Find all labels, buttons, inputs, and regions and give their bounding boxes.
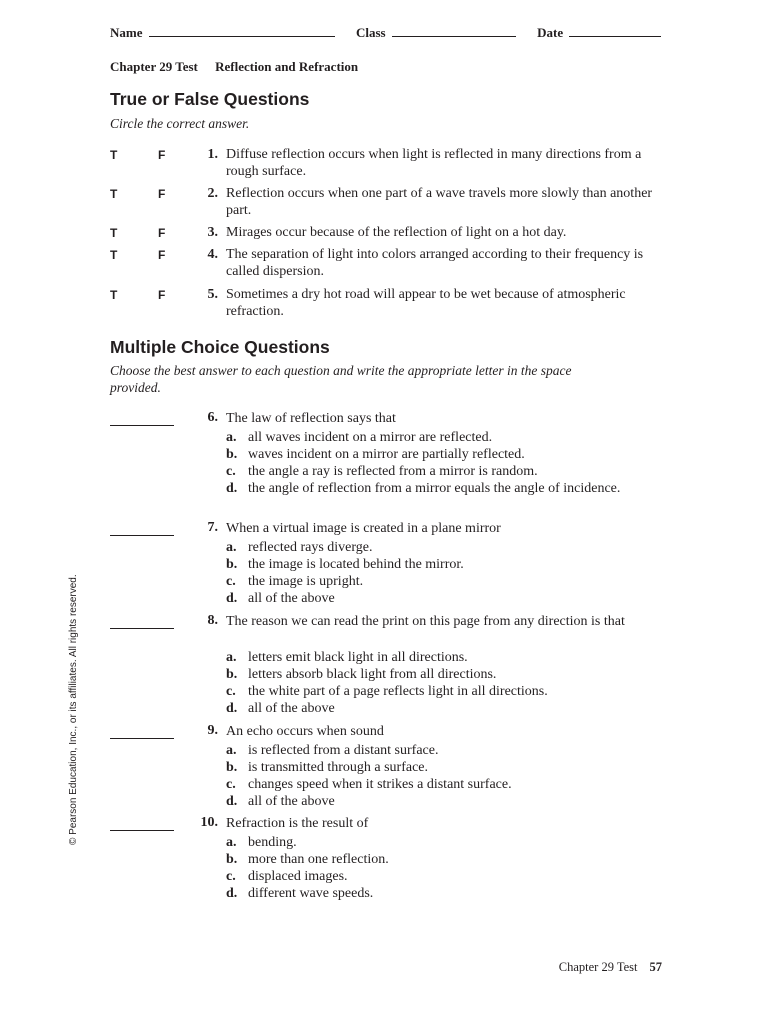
question-text: Diffuse reflection occurs when light is reflected in many directions from a rough surface.	[226, 147, 642, 179]
question-text: The reason we can read the print on this page from any direction is that	[226, 614, 625, 629]
option-letter: a.	[226, 650, 237, 665]
option-letter: b.	[226, 447, 238, 462]
option-letter: c.	[226, 777, 236, 792]
question-number: 3.	[207, 225, 218, 240]
question-text: The separation of light into colors arranged according to their frequency is called dispersion.	[226, 247, 644, 279]
copyright-notice: © Pearson Education, Inc., or its affiliates. All rights reserved.	[68, 574, 79, 845]
option-text: all of the above	[248, 794, 335, 809]
false-choice[interactable]: F	[158, 226, 166, 240]
option-text: the angle of reflection from a mirror equals the angle of incidence.	[248, 481, 621, 496]
option-letter: c.	[226, 684, 236, 699]
question-number: 2.	[207, 186, 218, 201]
page-number: 57	[649, 960, 662, 974]
name-field[interactable]	[149, 25, 335, 37]
question-number: 4.	[207, 247, 218, 262]
option-letter: d.	[226, 591, 238, 606]
option-letter: a.	[226, 540, 237, 555]
answer-blank[interactable]	[110, 411, 174, 426]
option-text: changes speed when it strikes a distant surface.	[248, 777, 512, 792]
option-text: the white part of a page reflects light in all directions.	[248, 684, 548, 699]
question-text: Reflection occurs when one part of a wave travels more slowly than another part.	[226, 186, 653, 218]
option-letter: c.	[226, 464, 236, 479]
class-label: Class	[356, 25, 386, 40]
question-text: Refraction is the result of	[226, 816, 369, 831]
question-number: 1.	[207, 147, 218, 162]
class-field[interactable]	[392, 25, 516, 37]
question-text: Mirages occur because of the reflection of light on a hot day.	[226, 225, 567, 240]
question-number: 8.	[207, 613, 218, 628]
chapter-heading	[110, 59, 358, 75]
answer-blank[interactable]	[110, 816, 174, 831]
false-choice[interactable]: F	[158, 148, 166, 162]
option-letter: d.	[226, 481, 238, 496]
option-text: all waves incident on a mirror are reflected.	[248, 430, 493, 445]
option-letter: a.	[226, 430, 237, 445]
true-false-instructions: Circle the correct answer.	[110, 116, 250, 131]
option-letter: b.	[226, 852, 238, 867]
option-text: is reflected from a distant surface.	[248, 743, 439, 758]
question-text: The law of reflection says that	[226, 411, 396, 426]
option-letter: a.	[226, 743, 237, 758]
answer-blank[interactable]	[110, 614, 174, 629]
option-text: more than one reflection.	[248, 852, 389, 867]
chapter-label: Chapter 29 Test	[110, 59, 198, 74]
option-letter: c.	[226, 869, 236, 884]
option-text: all of the above	[248, 591, 335, 606]
option-text: different wave speeds.	[248, 886, 374, 901]
option-text: letters absorb black light from all directions.	[248, 667, 497, 682]
multiple-choice-instructions: Choose the best answer to each question and write the appropriate letter in the space provided.	[110, 363, 572, 395]
option-text: reflected rays diverge.	[248, 540, 373, 555]
option-text: is transmitted through a surface.	[248, 760, 429, 775]
option-letter: a.	[226, 835, 237, 850]
true-choice[interactable]: T	[110, 148, 118, 162]
true-choice[interactable]: T	[110, 226, 118, 240]
false-choice[interactable]: F	[158, 288, 166, 302]
option-letter: b.	[226, 667, 238, 682]
option-text: all of the above	[248, 701, 335, 716]
date-field[interactable]	[569, 25, 661, 37]
answer-blank[interactable]	[110, 521, 174, 536]
footer-label: Chapter 29 Test	[558, 960, 638, 974]
multiple-choice-title: Multiple Choice Questions	[110, 337, 330, 357]
option-letter: c.	[226, 574, 236, 589]
question-text: When a virtual image is created in a plane mirror	[226, 521, 501, 536]
true-choice[interactable]: T	[110, 187, 118, 201]
option-letter: d.	[226, 886, 238, 901]
page-footer	[559, 960, 662, 975]
true-choice[interactable]: T	[110, 248, 118, 262]
option-letter: d.	[226, 701, 238, 716]
option-text: displaced images.	[248, 869, 348, 884]
chapter-title: Reflection and Refraction	[215, 59, 359, 74]
name-label: Name	[110, 25, 143, 40]
question-number: 10.	[200, 815, 218, 830]
option-text: letters emit black light in all directions.	[248, 650, 468, 665]
option-letter: b.	[226, 760, 238, 775]
option-text: the angle a ray is reflected from a mirror is random.	[248, 464, 538, 479]
false-choice[interactable]: F	[158, 187, 166, 201]
question-text: Sometimes a dry hot road will appear to be wet because of atmospheric refraction.	[226, 287, 626, 319]
option-text: the image is located behind the mirror.	[248, 557, 464, 572]
question-number: 7.	[207, 520, 218, 535]
option-letter: d.	[226, 794, 238, 809]
question-text: An echo occurs when sound	[226, 724, 384, 739]
option-text: waves incident on a mirror are partially reflected.	[248, 447, 525, 462]
option-text: the image is upright.	[248, 574, 364, 589]
header-fields	[110, 25, 661, 41]
true-choice[interactable]: T	[110, 288, 118, 302]
date-label: Date	[537, 25, 564, 40]
false-choice[interactable]: F	[158, 248, 166, 262]
option-text: bending.	[248, 835, 297, 850]
question-number: 9.	[207, 723, 218, 738]
answer-blank[interactable]	[110, 724, 174, 739]
question-number: 5.	[207, 287, 218, 302]
true-false-title: True or False Questions	[110, 89, 310, 109]
question-number: 6.	[207, 410, 218, 425]
option-letter: b.	[226, 557, 238, 572]
